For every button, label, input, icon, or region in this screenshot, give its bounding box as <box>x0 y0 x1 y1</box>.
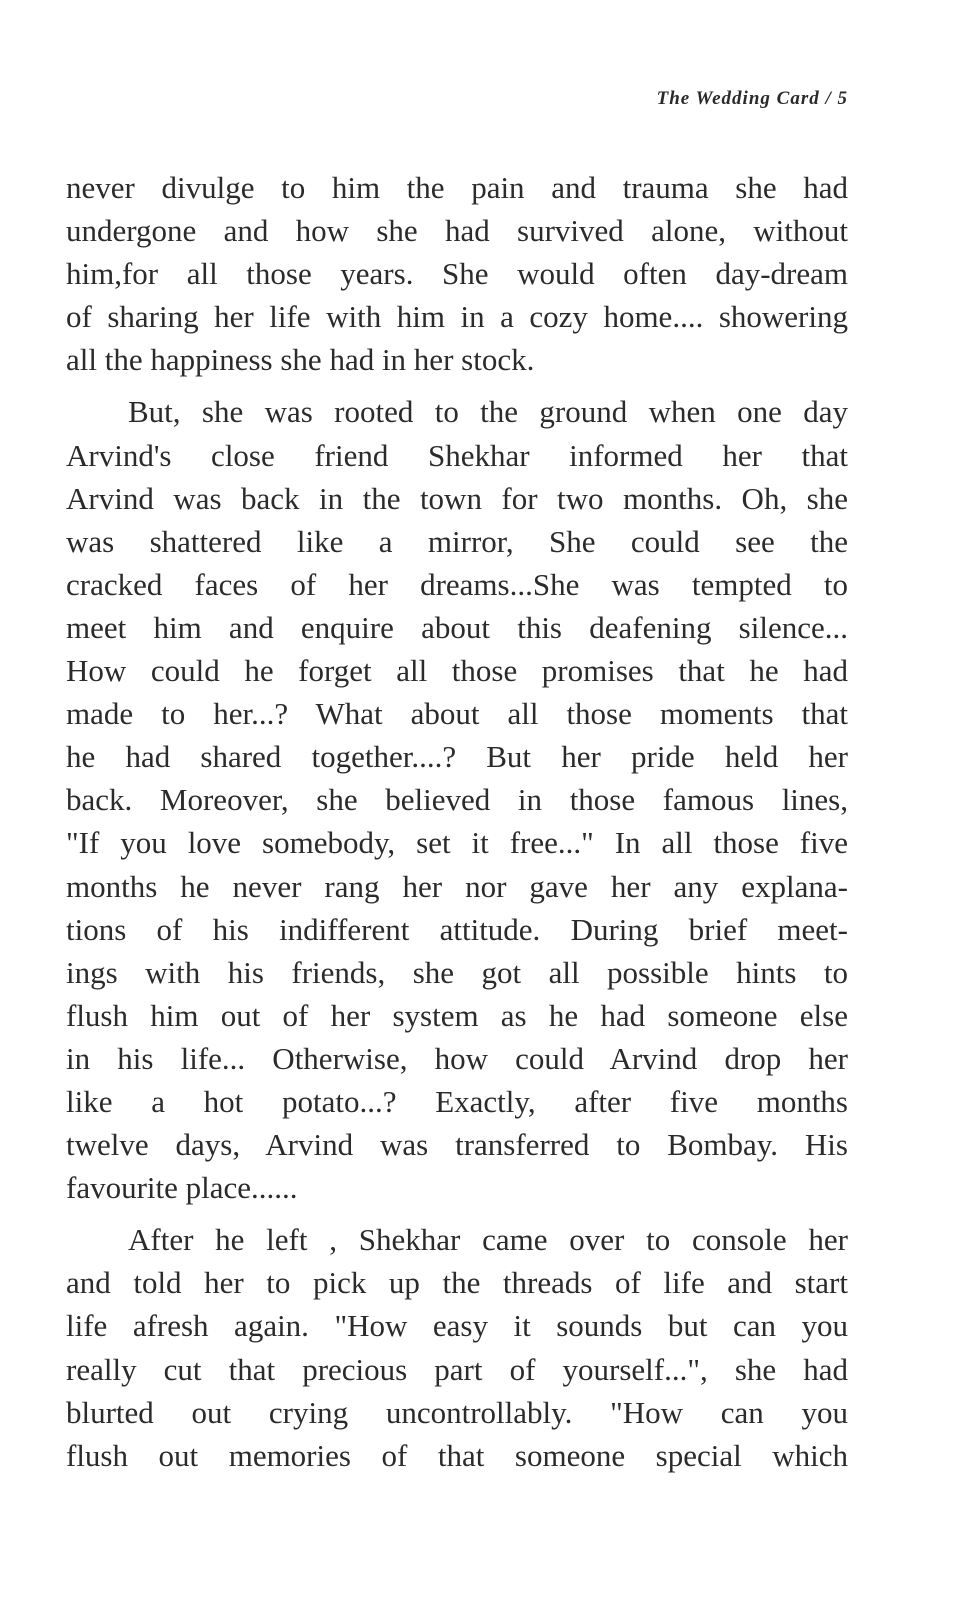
text-line: in his life... Otherwise, how could Arvind drop her <box>66 1040 848 1076</box>
text-line: like a hot potato...? Exactly, after five months <box>66 1083 848 1119</box>
text-line: undergone and how she had survived alone, without <box>66 213 848 249</box>
text-line: was shattered like a mirror, She could see the <box>66 523 848 559</box>
text-line: flush out memories of that someone special which <box>66 1437 848 1473</box>
text-line: of sharing her life with him in a cozy home.... showering <box>66 299 848 335</box>
text-line: meet him and enquire about this deafening silence... <box>66 609 848 645</box>
body-text <box>66 166 848 1486</box>
text-line: How could he forget all those promises that he had <box>66 653 848 689</box>
text-line: never divulge to him the pain and trauma she had <box>66 170 848 205</box>
text-line: all the happiness she had in her stock. <box>66 342 535 378</box>
text-line: Arvind was back in the town for two months. Oh, she <box>66 480 848 516</box>
text-line: made to her...? What about all those moments that <box>66 696 848 732</box>
paragraph <box>66 166 848 381</box>
text-line: cracked faces of her dreams...She was tempted to <box>66 566 848 602</box>
text-line: him,for all those years. She would often day-dream <box>66 256 848 292</box>
text-line: After he left , Shekhar came over to console her <box>128 1222 848 1258</box>
text-line: and told her to pick up the threads of life and start <box>66 1265 848 1301</box>
text-line: But, she was rooted to the ground when one day <box>128 394 848 430</box>
text-line: Arvind's close friend Shekhar informed her that <box>66 437 848 473</box>
text-line: ings with his friends, she got all possible hints to <box>66 954 848 990</box>
text-line: "If you love somebody, set it free..." In all those five <box>66 825 848 861</box>
text-line: twelve days, Arvind was transferred to Bombay. His <box>66 1127 848 1163</box>
paragraph <box>66 390 848 1209</box>
running-header: The Wedding Card / 5 <box>656 88 848 109</box>
text-line: really cut that precious part of yourself...", she had <box>66 1351 848 1387</box>
text-line: back. Moreover, she believed in those famous lines, <box>66 782 848 818</box>
text-line: flush him out of her system as he had someone else <box>66 997 848 1033</box>
text-line: tions of his indifferent attitude. During brief meet- <box>66 911 848 947</box>
text-line: blurted out crying uncontrollably. "How can you <box>66 1394 848 1430</box>
text-line: he had shared together....? But her pride held her <box>66 739 848 775</box>
text-line: months he never rang her nor gave her any explana- <box>66 868 848 904</box>
text-line: favourite place...... <box>66 1170 298 1206</box>
text-line: life afresh again. "How easy it sounds but can you <box>66 1308 848 1344</box>
paragraph <box>66 1218 848 1477</box>
